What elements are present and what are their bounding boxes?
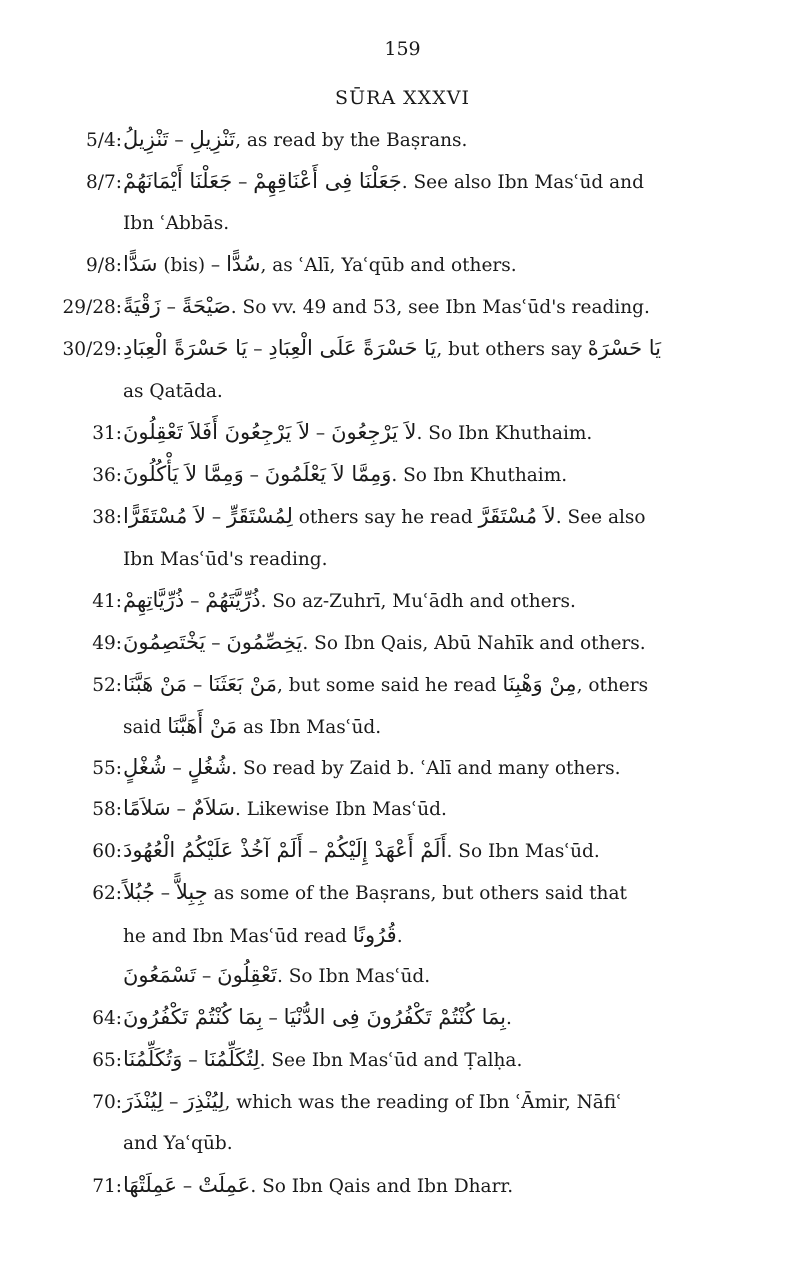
entry-text: , but some said he read xyxy=(277,675,497,696)
arabic-variant: عَمِلَتْ xyxy=(198,1173,251,1197)
arabic-variant: صَيْحَةً xyxy=(181,294,231,318)
arabic-variant: مَنْ بَعَثَنَا xyxy=(208,672,278,696)
arabic-reading: وَتُكَلِّمُنَا xyxy=(123,1047,183,1071)
arabic-variant: ذُرِّيَّتَهُمْ xyxy=(205,588,261,612)
entry-text: . So Ibn Masʿūd. xyxy=(446,841,600,862)
arabic-variant: بِمَا كُنْتُمْ تَكْفُرُونَ فِى الدُّنْيَا xyxy=(283,1005,506,1029)
entry-62-b: تَسْمَعُونَ – تَعْقِلُونَ. So Ibn Masʿūd. xyxy=(123,963,431,987)
entry-5-4: 5/4: تَنْزِيلُ – تَنْزِيلِ, as read by the Baṣrans. xyxy=(0,130,805,160)
arabic-variant: سُدًّا xyxy=(226,252,261,276)
arabic-reading: مَنْ هَبَّنَا xyxy=(123,672,188,696)
arabic-reading: لِيُنْذَرَ xyxy=(123,1089,164,1113)
verse-ref: 8/7: xyxy=(85,172,122,193)
arabic-variant: أَلَمْ أَعْهَدْ إِلَيْكُمْ xyxy=(323,838,447,862)
entry-continuation: as Qatāda. xyxy=(123,381,223,402)
arabic-reading: شُغْلٍ xyxy=(123,755,167,779)
arabic-variant: لِيُنْذِرَ xyxy=(184,1089,225,1113)
entry-text: . So read by Zaid b. ʿAlī and many others. xyxy=(231,758,621,779)
entry-text: , but others say xyxy=(436,339,582,360)
verse-ref: 38: xyxy=(92,507,122,528)
entry-text: . Likewise Ibn Masʿūd. xyxy=(234,799,447,820)
arabic-reading: جَعَلْنَا أَيْمَانَهُمْ xyxy=(123,169,233,193)
arabic-variant: يَا حَسْرَةً عَلَى الْعِبَادِ xyxy=(268,336,437,360)
verse-ref: 62: xyxy=(92,883,122,904)
arabic-variant: شُغُلٍ xyxy=(187,755,232,779)
verse-ref: 52: xyxy=(92,675,122,696)
verse-ref: 64: xyxy=(92,1008,122,1029)
verse-ref: 31: xyxy=(92,423,122,444)
entry-text: . So Ibn Khuthaim. xyxy=(416,423,593,444)
verse-ref: 41: xyxy=(92,591,122,612)
entry-text: , which was the reading of Ibn ʿĀmir, Nāfiʿ xyxy=(224,1092,622,1113)
arabic-continuation: قُرُونًا xyxy=(352,923,397,947)
arabic-reading: سَدًّا xyxy=(123,252,158,276)
sura-title: SŪRA XXXVI xyxy=(335,87,470,109)
entry-text: . See also Ibn Masʿūd and xyxy=(401,172,644,193)
verse-ref: 55: xyxy=(92,758,122,779)
arabic-variant: يَخِصِّمُونَ xyxy=(226,630,303,654)
arabic-variant: تَعْقِلُونَ xyxy=(217,963,277,987)
entry-29-28: 29/28: زَقْيَةً – صَيْحَةً. So vv. 49 and 53, see Ibn Masʿūd's reading. xyxy=(0,297,805,327)
arabic-reading: أَلَمْ آخُذْ عَلَيْكُمُ الْعُهُودَ xyxy=(123,838,303,862)
arabic-reading: جُبُلاً xyxy=(123,880,155,904)
verse-ref: 9/8: xyxy=(85,255,122,276)
verse-ref: 30/29: xyxy=(62,339,122,360)
entry-text: . See Ibn Masʿūd and Ṭalḥa. xyxy=(259,1050,523,1071)
entry-text-2: , others xyxy=(576,675,649,696)
entry-58: 58: سَلاَمًا – سَلاَمٌ. Likewise Ibn Masʿūd. xyxy=(0,799,805,829)
entry-8-7: 8/7: جَعَلْنَا أَيْمَانَهُمْ – جَعَلْنَا فِى أَعْنَاقِهِمْ. See also Ibn Masʿūd and xyxy=(0,172,805,202)
arabic-reading: تَسْمَعُونَ xyxy=(123,963,197,987)
arabic-variant: وَمِمَّا لاَ يَعْلَمُونَ xyxy=(264,462,392,486)
entry-text: . So az-Zuhrī, Muʿādh and others. xyxy=(260,591,576,612)
verse-ref: 71: xyxy=(92,1176,122,1197)
entry-continuation: Ibn Masʿūd's reading. xyxy=(123,549,328,570)
arabic-other: لاَ مُسْتَقَرَّ xyxy=(478,504,556,528)
verse-ref: 58: xyxy=(92,799,122,820)
entry-49: 49: يَخْتَصِمُونَ – يَخِصِّمُونَ. So Ibn Qais, Abū Nahīk and others. xyxy=(0,633,805,663)
entry-30-29: 30/29: يَا حَسْرَةً الْعِبَادِ – يَا حَسْرَةً عَلَى الْعِبَادِ, but others say يَا حَسْرَهْ xyxy=(0,339,805,369)
arabic-variant: سَلاَمٌ xyxy=(191,796,235,820)
continuation-prefix: said xyxy=(123,717,162,738)
verse-ref: 49: xyxy=(92,633,122,654)
entry-71: 71: عَمِلَتْهَا – عَمِلَتْ. So Ibn Qais and Ibn Dharr. xyxy=(0,1176,805,1206)
arabic-variant: تَنْزِيلِ xyxy=(189,127,236,151)
entry-41: 41: ذُرِّيَّاتِهِمْ – ذُرِّيَّتَهُمْ. So az-Zuhrī, Muʿādh and others. xyxy=(0,591,805,621)
verse-ref: 29/28: xyxy=(62,297,122,318)
entry-65: 65: وَتُكَلِّمُنَا – لِتُكَلِّمُنَا. See Ibn Masʿūd and Ṭalḥa. xyxy=(0,1050,805,1080)
arabic-reading: سَلاَمًا xyxy=(123,796,171,820)
entry-36: 36: وَمِمَّا لاَ يَأْكُلُونَ – وَمِمَّا لاَ يَعْلَمُونَ. So Ibn Khuthaim. xyxy=(0,465,805,495)
entry-31: 31: لاَ يَرْجِعُونَ أَفَلاَ تَعْقِلُونَ – لاَ يَرْجِعُونَ. So Ibn Khuthaim. xyxy=(0,423,805,453)
arabic-reading: لاَ مُسْتَقَرًّا xyxy=(123,504,207,528)
entry-continuation xyxy=(123,714,381,738)
entry-55: 55: شُغْلٍ – شُغُلٍ. So read by Zaid b. ʿAlī and many others. xyxy=(0,758,805,788)
entry-text: . So Ibn Masʿūd. xyxy=(276,966,431,987)
arabic-variant: جِبِلاًّ xyxy=(175,880,208,904)
entry-text: others say he read xyxy=(292,507,473,528)
arabic-other: مِنْ وَهْبِنَا xyxy=(502,672,577,696)
entry-70: 70: لِيُنْذَرَ – لِيُنْذِرَ, which was the reading of Ibn ʿĀmir, Nāfiʿ xyxy=(0,1092,805,1122)
entry-text: . So Ibn Qais, Abū Nahīk and others. xyxy=(302,633,646,654)
continuation-prefix: he and Ibn Masʿūd read xyxy=(123,926,347,947)
arabic-reading: بِمَا كُنْتُمْ تَكْفُرُونَ xyxy=(123,1005,263,1029)
entry-text: . So Ibn Khuthaim. xyxy=(391,465,568,486)
entry-continuation xyxy=(123,923,403,947)
arabic-reading: عَمِلَتْهَا xyxy=(123,1173,178,1197)
entry-note: (bis) xyxy=(163,255,206,276)
verse-ref: 65: xyxy=(92,1050,122,1071)
verse-ref: 60: xyxy=(92,841,122,862)
page-number: 159 xyxy=(384,38,421,60)
verse-ref: 70: xyxy=(92,1092,122,1113)
entry-64: 64: بِمَا كُنْتُمْ تَكْفُرُونَ – بِمَا كُنْتُمْ تَكْفُرُونَ فِى الدُّنْيَا. xyxy=(0,1008,805,1038)
verse-ref: 5/4: xyxy=(85,130,122,151)
arabic-variant: لِتُكَلِّمُنَا xyxy=(203,1047,260,1071)
entry-continuation: Ibn ʿAbbās. xyxy=(123,213,230,234)
arabic-reading: لاَ يَرْجِعُونَ أَفَلاَ تَعْقِلُونَ xyxy=(123,420,311,444)
arabic-continuation: مَنْ أَهَبَّنَا xyxy=(167,714,238,738)
arabic-reading: تَنْزِيلُ xyxy=(123,127,169,151)
arabic-reading: وَمِمَّا لاَ يَأْكُلُونَ xyxy=(123,462,244,486)
entry-text: . xyxy=(505,1008,512,1029)
entry-text-2: . See also xyxy=(555,507,646,528)
continuation-text: . xyxy=(396,926,403,947)
entry-52: 52: مَنْ هَبَّنَا – مَنْ بَعَثَنَا, but some said he read مِنْ وَهْبِنَا, others xyxy=(0,675,805,705)
entry-text: as some of the Baṣrans, but others said that xyxy=(207,883,627,904)
entry-continuation: and Yaʿqūb. xyxy=(123,1133,233,1154)
arabic-reading: زَقْيَةً xyxy=(123,294,161,318)
arabic-reading: يَا حَسْرَةً الْعِبَادِ xyxy=(123,336,248,360)
entry-62: 62: جُبُلاً – جِبِلاًّ as some of the Baṣrans, but others said that xyxy=(0,883,805,913)
entry-60: 60: أَلَمْ آخُذْ عَلَيْكُمُ الْعُهُودَ – أَلَمْ أَعْهَدْ إِلَيْكُمْ. So Ibn Masʿūd. xyxy=(0,841,805,871)
arabic-other: يَا حَسْرَهْ xyxy=(587,336,661,360)
arabic-variant: جَعَلْنَا فِى أَعْنَاقِهِمْ xyxy=(253,169,402,193)
entry-text: . So vv. 49 and 53, see Ibn Masʿūd's reading. xyxy=(230,297,650,318)
entry-text: , as read by the Baṣrans. xyxy=(235,130,468,151)
arabic-reading: ذُرِّيَّاتِهِمْ xyxy=(123,588,185,612)
arabic-variant: لاَ يَرْجِعُونَ xyxy=(331,420,417,444)
entry-text: . So Ibn Qais and Ibn Dharr. xyxy=(250,1176,514,1197)
continuation-text: as Ibn Masʿūd. xyxy=(237,717,382,738)
arabic-reading: يَخْتَصِمُونَ xyxy=(123,630,206,654)
arabic-variant: لِمُسْتَقَرٍّ xyxy=(227,504,293,528)
entry-text: , as ʿAlī, Yaʿqūb and others. xyxy=(260,255,517,276)
entry-38: 38: لاَ مُسْتَقَرًّا – لِمُسْتَقَرٍّ others say he read لاَ مُسْتَقَرَّ. See also xyxy=(0,507,805,537)
verse-ref: 36: xyxy=(92,465,122,486)
entry-9-8: 9/8: سَدًّا (bis) – سُدًّا, as ʿAlī, Yaʿqūb and others. xyxy=(0,255,805,285)
